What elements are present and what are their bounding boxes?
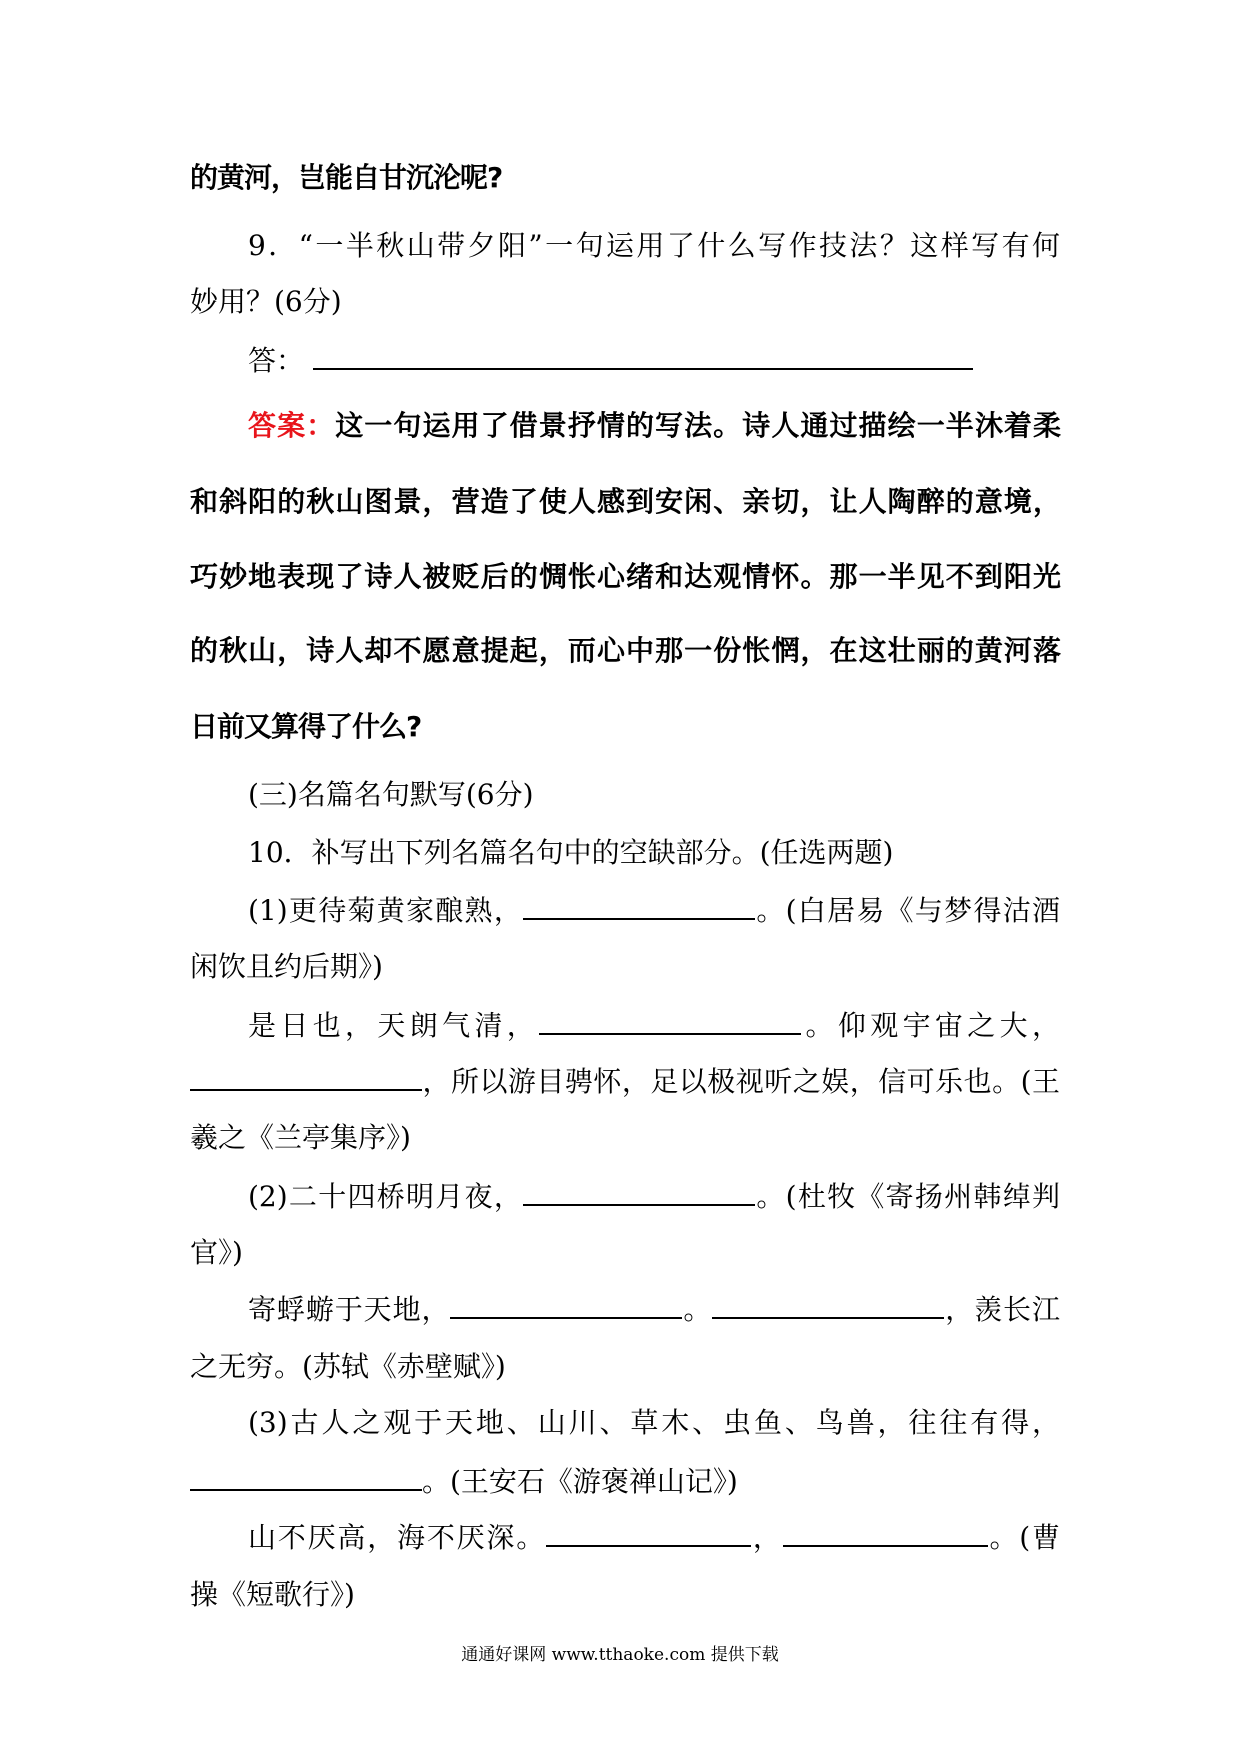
answer-blank[interactable]: [190, 1063, 422, 1091]
text-segment: 羲之《兰亭集序》): [190, 1121, 411, 1154]
answer-blank[interactable]: [539, 1007, 801, 1035]
text-line: [190, 1462, 1060, 1502]
answer-blank[interactable]: [523, 1178, 755, 1206]
answer-blank[interactable]: [190, 1463, 422, 1491]
text-segment: 。仰观宇宙之大，: [801, 1009, 1060, 1042]
text-segment: (3)古人之观于天地、山川、草木、虫鱼、鸟兽，往往有得，: [248, 1406, 1060, 1439]
text-line: [190, 282, 1060, 322]
text-segment: 。(王安石《游褒禅山记》): [422, 1465, 738, 1498]
text-segment: 是日也，天朗气清，: [248, 1009, 540, 1042]
text-segment: 9．“一半秋山带夕阳”一句运用了什么写作技法？这样写有何: [248, 229, 1060, 262]
text-segment: 。: [682, 1293, 713, 1326]
text-line: [248, 1177, 1060, 1217]
text-line: [190, 1575, 1060, 1615]
text-line: [248, 833, 1060, 873]
text-line: [190, 631, 1060, 671]
text-segment: 。(白居易《与梦得沽酒: [755, 894, 1060, 927]
text-segment: 闲饮且约后期》): [190, 950, 383, 983]
text-segment: 巧妙地表现了诗人被贬后的惆怅心绪和达观情怀。那一半见不到阳光: [190, 560, 1060, 593]
text-segment: 妙用？(6分): [190, 285, 342, 318]
text-segment: 和斜阳的秋山图景，营造了使人感到安闲、亲切，让人陶醉的意境，: [190, 485, 1060, 518]
text-line: [190, 1062, 1060, 1102]
text-line: [190, 1233, 1060, 1273]
text-segment: 山不厌高，海不厌深。: [248, 1521, 547, 1554]
answer-label: 答案：: [248, 409, 336, 442]
text-segment: 操《短歌行》): [190, 1578, 355, 1611]
text-line: [248, 406, 1060, 446]
text-segment: 寄蜉蝣于天地，: [248, 1293, 451, 1326]
text-segment: ，: [751, 1521, 783, 1554]
text-segment: 之无穷。(苏轼《赤壁赋》): [190, 1350, 506, 1383]
text-segment: ，羡长江: [944, 1293, 1060, 1326]
text-segment: (1)更待菊黄家酿熟，: [248, 894, 524, 927]
text-segment: 的秋山，诗人却不愿意提起，而心中那一份怅惘，在这壮丽的黄河落: [190, 634, 1060, 667]
text-line: [190, 557, 1060, 597]
text-segment: 。(杜牧《寄扬州韩绰判: [755, 1180, 1060, 1213]
text-line: [190, 1118, 1060, 1158]
answer-blank[interactable]: [313, 342, 973, 370]
text-segment: 10．补写出下列名篇名句中的空缺部分。(任选两题): [248, 836, 894, 869]
page-footer: 通通好课网 www.tthaoke.com 提供下载: [461, 1645, 779, 1665]
answer-blank[interactable]: [546, 1519, 751, 1547]
text-line: [248, 1006, 1060, 1046]
answer-blank[interactable]: [450, 1291, 682, 1319]
text-segment: 。(曹: [987, 1521, 1060, 1554]
text-line: [248, 341, 1060, 381]
answer-blank[interactable]: [783, 1519, 988, 1547]
text-line: [190, 707, 1060, 747]
answer-blank[interactable]: [712, 1291, 944, 1319]
text-line: [248, 891, 1060, 931]
text-segment: (2)二十四桥明月夜，: [248, 1180, 524, 1213]
text-segment: (三)名篇名句默写(6分): [248, 778, 534, 811]
text-segment: 答：: [248, 344, 313, 377]
text-segment: 官》): [190, 1236, 243, 1269]
text-segment: 的黄河，岂能自甘沉沦呢?: [190, 161, 503, 194]
text-line: [248, 1518, 1060, 1558]
text-line: [190, 947, 1060, 987]
text-segment: ，所以游目骋怀，足以极视听之娱，信可乐也。(王: [422, 1065, 1060, 1098]
text-line: [248, 1403, 1060, 1443]
text-line: [190, 158, 1060, 198]
text-line: [190, 482, 1060, 522]
text-segment: 这一句运用了借景抒情的写法。诗人通过描绘一半沐着柔: [335, 409, 1060, 442]
text-line: [248, 226, 1060, 266]
text-line: [248, 775, 1060, 815]
answer-blank[interactable]: [523, 892, 755, 920]
text-line: [190, 1347, 1060, 1387]
text-line: [248, 1290, 1060, 1330]
text-segment: 日前又算得了什么?: [190, 710, 422, 743]
